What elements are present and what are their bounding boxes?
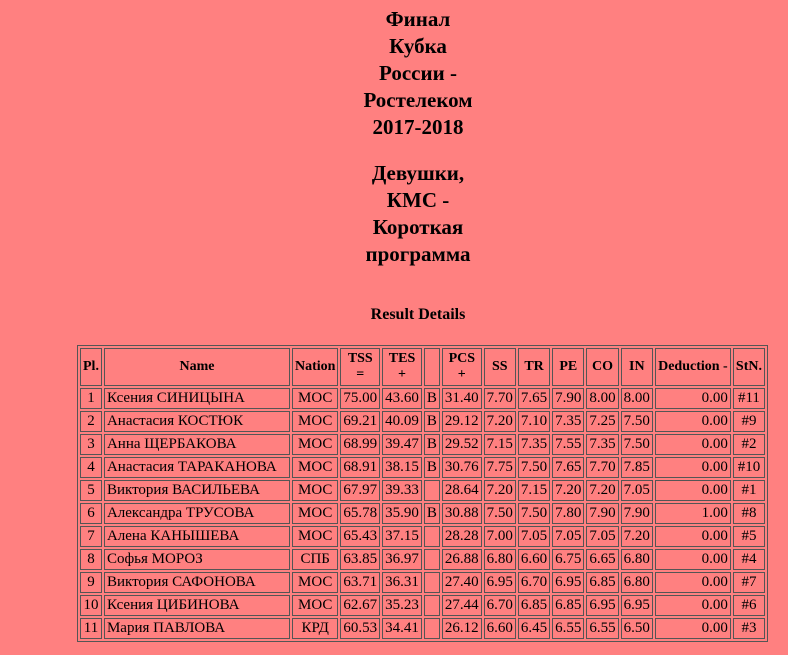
col-in: IN — [621, 348, 653, 386]
cell-tes: 36.31 — [382, 572, 422, 593]
cell-tes: 37.15 — [382, 526, 422, 547]
cell-name: Виктория ВАСИЛЬЕВА — [104, 480, 290, 501]
cell-tr: 7.15 — [518, 480, 550, 501]
cell-tr: 7.35 — [518, 434, 550, 455]
cell-bonus: B — [424, 434, 440, 455]
col-tr: TR — [518, 348, 550, 386]
cell-nation: СПБ — [292, 549, 338, 570]
cell-pcs: 26.12 — [442, 618, 482, 639]
col-nation: Nation — [292, 348, 338, 386]
cell-in: 7.50 — [621, 434, 653, 455]
cell-place: 3 — [80, 434, 102, 455]
cell-place: 8 — [80, 549, 102, 570]
cell-pcs: 27.44 — [442, 595, 482, 616]
cell-nation: МОС — [292, 457, 338, 478]
cell-in: 7.85 — [621, 457, 653, 478]
cell-tes: 35.23 — [382, 595, 422, 616]
cell-tes: 36.97 — [382, 549, 422, 570]
cell-co: 7.20 — [586, 480, 618, 501]
cell-ss: 7.00 — [484, 526, 516, 547]
cell-tr: 6.70 — [518, 572, 550, 593]
cell-tss: 68.91 — [340, 457, 380, 478]
cell-deduction: 0.00 — [655, 618, 731, 639]
cell-place: 9 — [80, 572, 102, 593]
cell-starting-number: #7 — [733, 572, 765, 593]
cell-co: 7.90 — [586, 503, 618, 524]
cell-pe: 7.05 — [552, 526, 584, 547]
cell-tes: 40.09 — [382, 411, 422, 432]
cell-name: Ксения ЦИБИНОВА — [104, 595, 290, 616]
cell-starting-number: #9 — [733, 411, 765, 432]
cell-ss: 7.70 — [484, 388, 516, 409]
cell-in: 7.20 — [621, 526, 653, 547]
cell-in: 7.50 — [621, 411, 653, 432]
cell-tss: 65.43 — [340, 526, 380, 547]
cell-bonus — [424, 618, 440, 639]
cell-pcs: 31.40 — [442, 388, 482, 409]
cell-starting-number: #6 — [733, 595, 765, 616]
cell-nation: МОС — [292, 411, 338, 432]
table-row — [80, 434, 765, 455]
cell-deduction: 0.00 — [655, 457, 731, 478]
cell-name: Алена КАНЫШЕВА — [104, 526, 290, 547]
subtitle-line: Короткая — [372, 215, 464, 239]
cell-nation: МОС — [292, 503, 338, 524]
cell-bonus — [424, 595, 440, 616]
cell-tss: 63.71 — [340, 572, 380, 593]
cell-starting-number: #4 — [733, 549, 765, 570]
cell-pe: 7.55 — [552, 434, 584, 455]
cell-tes: 39.47 — [382, 434, 422, 455]
cell-tr: 7.10 — [518, 411, 550, 432]
cell-pcs: 27.40 — [442, 572, 482, 593]
result-details-heading: Result Details — [370, 306, 466, 323]
cell-tss: 63.85 — [340, 549, 380, 570]
col-place: Pl. — [80, 348, 102, 386]
cell-ss: 6.60 — [484, 618, 516, 639]
cell-pcs: 26.88 — [442, 549, 482, 570]
table-row — [80, 595, 765, 616]
cell-pe: 7.20 — [552, 480, 584, 501]
cell-name: Анастасия КОСТЮК — [104, 411, 290, 432]
cell-starting-number: #10 — [733, 457, 765, 478]
page-title — [0, 6, 788, 141]
cell-co: 6.65 — [586, 549, 618, 570]
cell-name: Анна ЩЕРБАКОВА — [104, 434, 290, 455]
col-pcs: PCS + — [442, 348, 482, 386]
cell-name: Мария ПАВЛОВА — [104, 618, 290, 639]
cell-name: Софья МОРОЗ — [104, 549, 290, 570]
col-deduction: Deduction - — [655, 348, 731, 386]
cell-tr: 7.50 — [518, 503, 550, 524]
cell-in: 6.95 — [621, 595, 653, 616]
cell-pcs: 28.28 — [442, 526, 482, 547]
cell-pe: 7.35 — [552, 411, 584, 432]
cell-tr: 6.45 — [518, 618, 550, 639]
cell-tss: 67.97 — [340, 480, 380, 501]
cell-co: 7.25 — [586, 411, 618, 432]
table-row — [80, 549, 765, 570]
cell-pe: 6.75 — [552, 549, 584, 570]
cell-co: 7.35 — [586, 434, 618, 455]
cell-nation: КРД — [292, 618, 338, 639]
cell-tss: 75.00 — [340, 388, 380, 409]
cell-nation: МОС — [292, 572, 338, 593]
cell-tss: 65.78 — [340, 503, 380, 524]
col-name: Name — [104, 348, 290, 386]
cell-bonus: B — [424, 388, 440, 409]
cell-tss: 69.21 — [340, 411, 380, 432]
cell-co: 6.55 — [586, 618, 618, 639]
cell-tes: 34.41 — [382, 618, 422, 639]
cell-place: 4 — [80, 457, 102, 478]
cell-nation: МОС — [292, 480, 338, 501]
cell-tss: 68.99 — [340, 434, 380, 455]
cell-bonus — [424, 526, 440, 547]
cell-place: 1 — [80, 388, 102, 409]
cell-deduction: 0.00 — [655, 480, 731, 501]
cell-starting-number: #5 — [733, 526, 765, 547]
table-row — [80, 480, 765, 501]
cell-in: 8.00 — [621, 388, 653, 409]
cell-co: 7.70 — [586, 457, 618, 478]
cell-tr: 7.65 — [518, 388, 550, 409]
title-line: Кубка — [389, 34, 447, 58]
cell-deduction: 1.00 — [655, 503, 731, 524]
col-starting-number: StN. — [733, 348, 765, 386]
table-row — [80, 618, 765, 639]
cell-pe: 6.55 — [552, 618, 584, 639]
cell-bonus: B — [424, 503, 440, 524]
cell-pcs: 30.76 — [442, 457, 482, 478]
table-row — [80, 572, 765, 593]
cell-ss: 6.70 — [484, 595, 516, 616]
cell-deduction: 0.00 — [655, 434, 731, 455]
cell-pe: 7.80 — [552, 503, 584, 524]
cell-tes: 38.15 — [382, 457, 422, 478]
cell-nation: МОС — [292, 434, 338, 455]
cell-tr: 6.85 — [518, 595, 550, 616]
cell-starting-number: #3 — [733, 618, 765, 639]
cell-nation: МОС — [292, 388, 338, 409]
cell-place: 6 — [80, 503, 102, 524]
title-line: Ростелеком — [363, 88, 473, 112]
cell-tss: 62.67 — [340, 595, 380, 616]
cell-tr: 7.50 — [518, 457, 550, 478]
table-row — [80, 526, 765, 547]
cell-co: 8.00 — [586, 388, 618, 409]
cell-tss: 60.53 — [340, 618, 380, 639]
subtitle-line: программа — [365, 242, 471, 266]
cell-place: 2 — [80, 411, 102, 432]
cell-tes: 39.33 — [382, 480, 422, 501]
cell-bonus — [424, 480, 440, 501]
cell-in: 6.80 — [621, 572, 653, 593]
table-row — [80, 457, 765, 478]
cell-starting-number: #1 — [733, 480, 765, 501]
cell-ss: 7.20 — [484, 411, 516, 432]
results-body — [80, 388, 765, 639]
col-tss: TSS = — [340, 348, 380, 386]
cell-place: 5 — [80, 480, 102, 501]
cell-co: 6.85 — [586, 572, 618, 593]
cell-name: Ксения СИНИЦЫНА — [104, 388, 290, 409]
title-line: России - — [379, 61, 457, 85]
cell-pcs: 29.52 — [442, 434, 482, 455]
table-row — [80, 503, 765, 524]
cell-in: 7.90 — [621, 503, 653, 524]
cell-tr: 6.60 — [518, 549, 550, 570]
col-co: CO — [586, 348, 618, 386]
cell-deduction: 0.00 — [655, 549, 731, 570]
cell-place: 11 — [80, 618, 102, 639]
cell-bonus: B — [424, 457, 440, 478]
cell-in: 6.50 — [621, 618, 653, 639]
cell-place: 7 — [80, 526, 102, 547]
cell-deduction: 0.00 — [655, 411, 731, 432]
cell-starting-number: #11 — [733, 388, 765, 409]
cell-deduction: 0.00 — [655, 526, 731, 547]
col-ss: SS — [484, 348, 516, 386]
cell-bonus: B — [424, 411, 440, 432]
title-line: Финал — [385, 7, 451, 31]
cell-pcs: 28.64 — [442, 480, 482, 501]
cell-place: 10 — [80, 595, 102, 616]
event-subtitle — [0, 160, 788, 268]
cell-pe: 7.90 — [552, 388, 584, 409]
cell-deduction: 0.00 — [655, 572, 731, 593]
cell-deduction: 0.00 — [655, 595, 731, 616]
col-pe: PE — [552, 348, 584, 386]
table-row — [80, 388, 765, 409]
cell-co: 7.05 — [586, 526, 618, 547]
subtitle-line: Девушки, — [371, 161, 465, 185]
cell-nation: МОС — [292, 526, 338, 547]
cell-co: 6.95 — [586, 595, 618, 616]
cell-tr: 7.05 — [518, 526, 550, 547]
cell-starting-number: #8 — [733, 503, 765, 524]
cell-pcs: 30.88 — [442, 503, 482, 524]
cell-deduction: 0.00 — [655, 388, 731, 409]
cell-name: Виктория САФОНОВА — [104, 572, 290, 593]
cell-in: 6.80 — [621, 549, 653, 570]
results-table — [77, 345, 768, 642]
cell-starting-number: #2 — [733, 434, 765, 455]
cell-ss: 7.15 — [484, 434, 516, 455]
cell-tes: 35.90 — [382, 503, 422, 524]
table-row — [80, 411, 765, 432]
cell-nation: МОС — [292, 595, 338, 616]
cell-name: Александра ТРУСОВА — [104, 503, 290, 524]
title-line: 2017-2018 — [372, 115, 464, 139]
cell-ss: 6.95 — [484, 572, 516, 593]
cell-pe: 6.95 — [552, 572, 584, 593]
cell-pe: 7.65 — [552, 457, 584, 478]
col-bonus — [424, 348, 440, 386]
table-header-row — [80, 348, 765, 386]
cell-name: Анастасия ТАРАКАНОВА — [104, 457, 290, 478]
cell-pe: 6.85 — [552, 595, 584, 616]
cell-bonus — [424, 572, 440, 593]
cell-ss: 7.50 — [484, 503, 516, 524]
cell-ss: 6.80 — [484, 549, 516, 570]
cell-in: 7.05 — [621, 480, 653, 501]
cell-bonus — [424, 549, 440, 570]
subtitle-line: КМС - — [386, 188, 450, 212]
cell-tes: 43.60 — [382, 388, 422, 409]
cell-ss: 7.75 — [484, 457, 516, 478]
cell-pcs: 29.12 — [442, 411, 482, 432]
cell-ss: 7.20 — [484, 480, 516, 501]
col-tes: TES + — [382, 348, 422, 386]
